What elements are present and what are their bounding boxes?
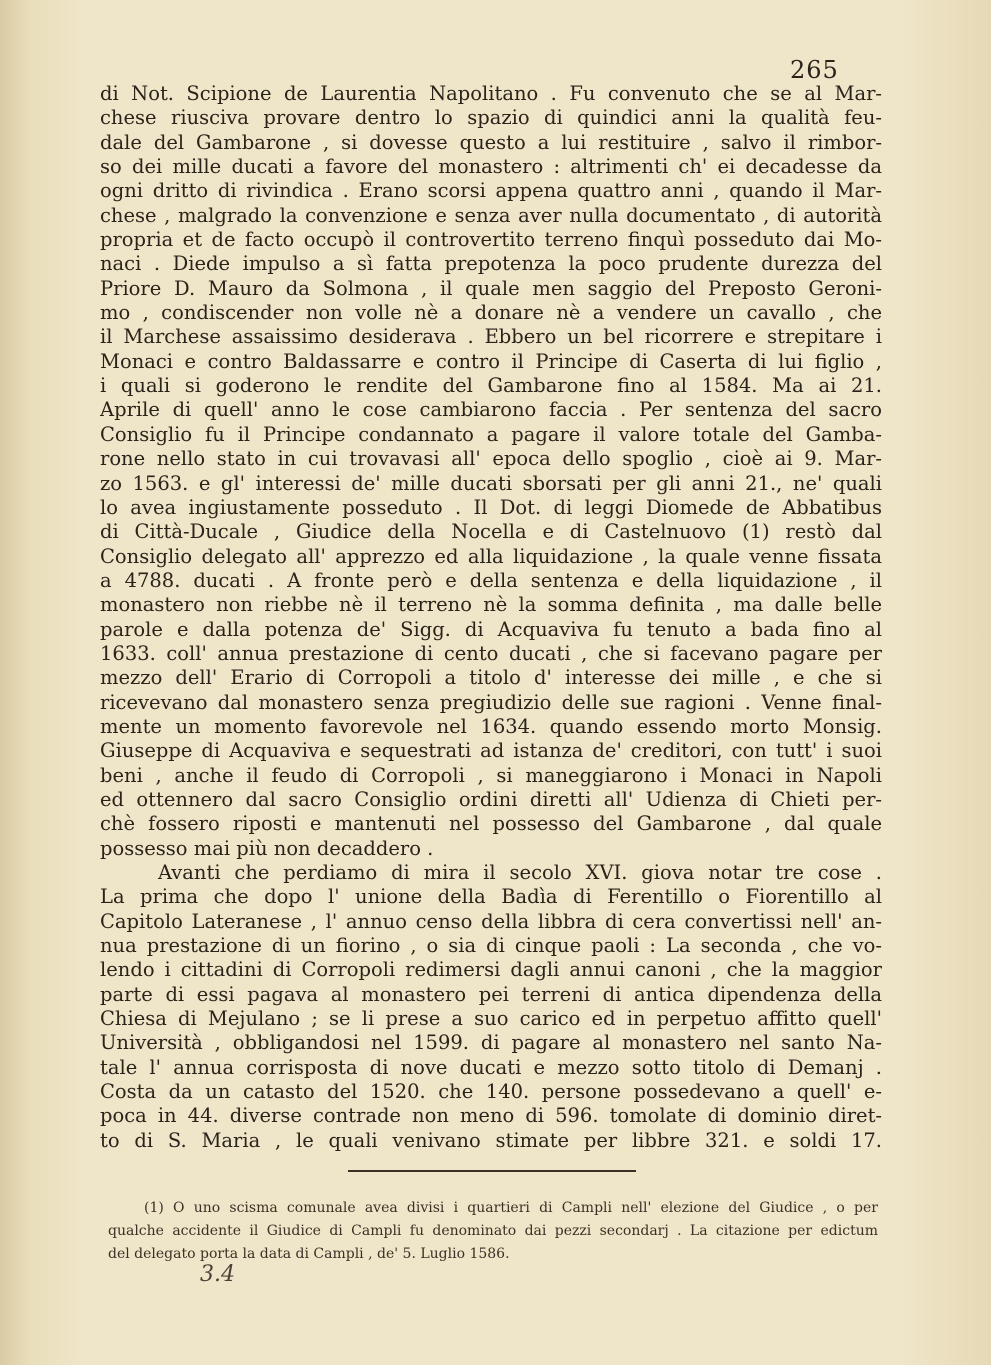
body-text (100, 82, 882, 1153)
text-line: chese , malgrado la convenzione e senza aver nulla documentato , di autorità (100, 203, 882, 227)
text-line: Monaci e contro Baldassarre e contro il Principe di Caserta di lui figlio , (100, 349, 882, 373)
text-line: rone nello stato in cui trovavasi all' epoca dello spoglio , cioè ai 9. Mar- (100, 447, 882, 471)
footnote-line: (1) O uno scisma comunale avea divisi i quartieri di Campli nell' elezione del Giudice , o per (144, 1200, 878, 1216)
text-line: dale del Gambarone , si dovesse questo a lui restituire , salvo il rimbor- (100, 130, 882, 154)
text-line: mente un momento favorevole nel 1634. quando essendo morto Monsig. (100, 714, 882, 738)
text-line: il Marchese assaissimo desiderava . Ebbero un bel ricorrere e strepitare i (100, 325, 882, 349)
text-line: ogni dritto di rivindica . Erano scorsi appena quattro anni , quando il Mar- (100, 179, 882, 203)
text-line: Chiesa di Mejulano ; se li prese a suo carico ed in perpetuo affitto quell' (100, 1007, 882, 1031)
text-line: Costa da un catasto del 1520. che 140. persone possedevano a quell' e- (100, 1080, 882, 1104)
footnote-divider (348, 1170, 636, 1172)
text-line: possesso mai più non decaddero . (100, 836, 434, 860)
text-line: lo avea ingiustamente posseduto . Il Dot. di leggi Diomede de Abbatibus (100, 495, 882, 519)
text-line: Capitolo Lateranese , l' annuo censo della libbra di cera convertissi nell' an- (100, 909, 882, 933)
text-line: beni , anche il feudo di Corropoli , si maneggiarono i Monaci in Napoli (100, 763, 882, 787)
text-line: parte di essi pagava al monastero pei terreni di antica dipendenza della (100, 982, 882, 1006)
text-line: monastero non riebbe nè il terreno nè la somma definita , ma dalle belle (100, 593, 882, 617)
text-line: i quali si goderono le rendite del Gambarone fino al 1584. Ma ai 21. (100, 374, 882, 398)
text-line: ed ottennero dal sacro Consiglio ordini diretti all' Udienza di Chieti per- (100, 787, 882, 811)
text-line: to di S. Maria , le quali venivano stimate per libbre 321. e soldi 17. (100, 1128, 882, 1152)
text-line: Università , obbligandosi nel 1599. di pagare al monastero nel santo Na- (100, 1031, 882, 1055)
text-line: Consiglio delegato all' apprezzo ed alla liquidazione , la quale venne fissata (100, 544, 882, 568)
text-line: Aprile di quell' anno le cose cambiarono faccia . Per sentenza del sacro (100, 398, 882, 422)
text-line: chè fossero riposti e mantenuti nel possesso del Gambarone , dal quale (100, 812, 882, 836)
text-line: parole e dalla potenza de' Sigg. di Acquaviva fu tenuto a bada fino al (100, 617, 882, 641)
page-number: 265 (790, 56, 839, 84)
text-line: ricevevano dal monastero senza pregiudizio delle sue ragioni . Venne final- (100, 690, 882, 714)
text-line: lendo i cittadini di Corropoli redimersi dagli annui canoni , che la maggior (100, 958, 882, 982)
text-line: tale l' annua corrisposta di nove ducati e mezzo sotto titolo di Demanj . (100, 1055, 882, 1079)
text-line: nua prestazione di un fiorino , o sia di cinque paoli : La seconda , che vo- (100, 934, 882, 958)
text-line: naci . Diede impulso a sì fatta prepotenza la poco prudente durezza del (100, 252, 882, 276)
footnote-line: qualche accidente il Giudice di Campli fu denominato dai pezzi secondarj . La citazione per edictum (108, 1223, 878, 1239)
text-line: propria et de facto occupò il controvertito terreno finquì posseduto dai Mo- (100, 228, 882, 252)
footnotes (108, 1197, 878, 1266)
text-line: chese riusciva provare dentro lo spazio di quindici anni la qualità feu- (100, 106, 882, 130)
text-line: di Città-Ducale , Giudice della Nocella e di Castelnuovo (1) restò dal (100, 520, 882, 544)
text-line: a 4788. ducati . A fronte però e della sentenza e della liquidazione , il (100, 568, 882, 592)
text-line: di Not. Scipione de Laurentia Napolitano . Fu convenuto che se al Mar- (100, 82, 882, 105)
footnote-line: del delegato porta la data di Campli , de' 5. Luglio 1586. (108, 1246, 510, 1262)
text-line: 1633. coll' annua prestazione di cento ducati , che si facevano pagare per (100, 641, 882, 665)
text-line: Giuseppe di Acquaviva e sequestrati ad istanza de' creditori, con tutt' i suoi (100, 739, 882, 763)
text-line: Avanti che perdiamo di mira il secolo XVI. giova notar tre cose . (158, 861, 882, 884)
text-line: mo , condiscender non volle nè a donare nè a vendere un cavallo , che (100, 301, 882, 325)
signature-mark: 3.4 (200, 1262, 235, 1287)
text-line: Priore D. Mauro da Solmona , il quale men saggio del Preposto Geroni- (100, 276, 882, 300)
text-line: mezzo dell' Erario di Corropoli a titolo d' interesse dei mille , e che si (100, 666, 882, 690)
text-line: zo 1563. e gl' interessi de' mille ducati sborsati per gli anni 21., ne' quali (100, 471, 882, 495)
text-line: La prima che dopo l' unione della Badìa di Ferentillo o Fiorentillo al (100, 885, 882, 909)
text-line: so dei mille ducati a favore del monastero : altrimenti ch' ei decadesse da (100, 155, 882, 179)
text-line: Consiglio fu il Principe condannato a pagare il valore totale del Gamba- (100, 422, 882, 446)
text-line: poca in 44. diverse contrade non meno di 596. tomolate di dominio diret- (100, 1104, 882, 1128)
